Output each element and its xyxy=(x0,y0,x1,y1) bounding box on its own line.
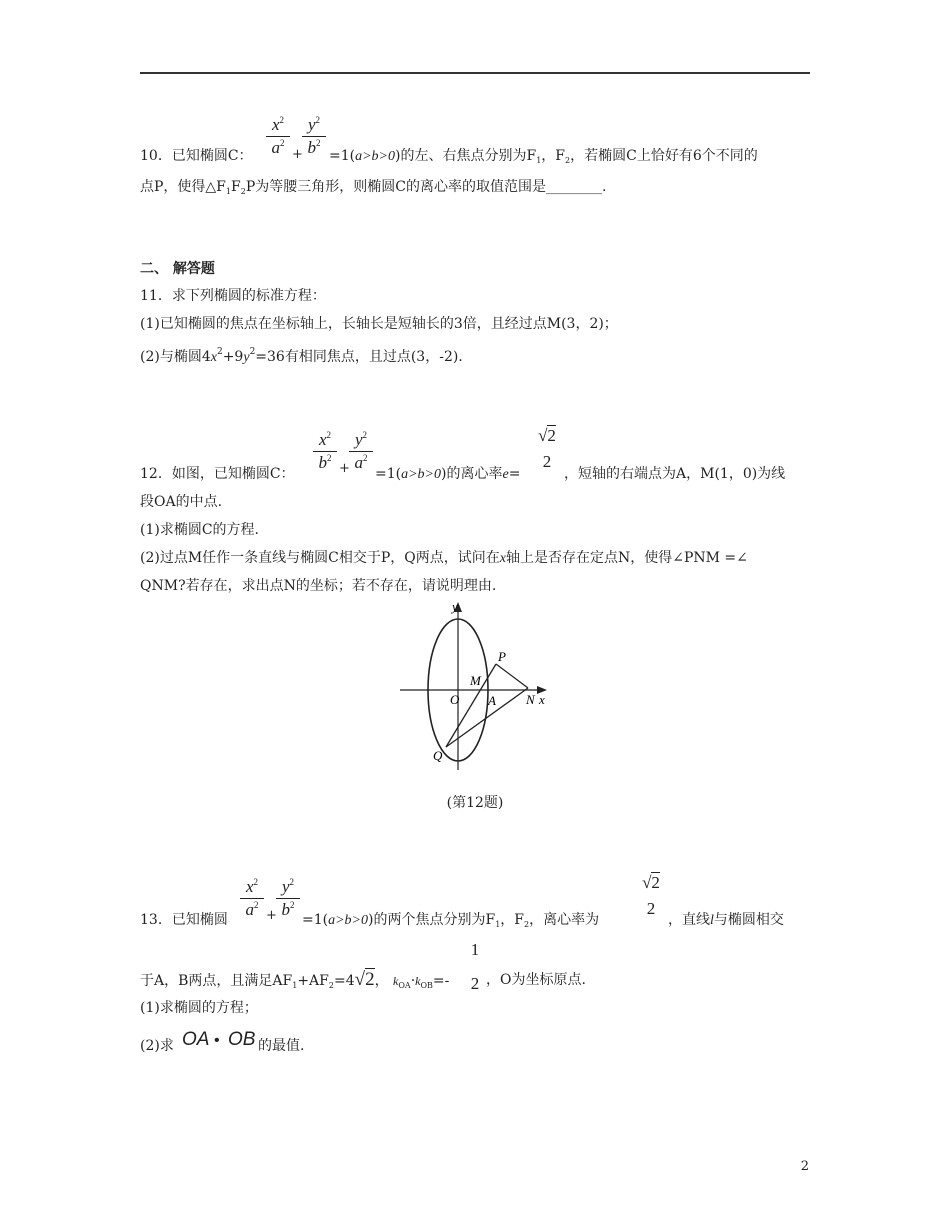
q11-line-3: (2)与椭圆$4x^2+9y^2=36$有相同焦点，且过点(3，-2). xyxy=(140,347,463,365)
label-O: O xyxy=(450,692,460,707)
top-rule xyxy=(140,72,810,74)
q12-line-1: 12．如图，已知椭圆C： xyxy=(140,466,295,482)
label-N: N xyxy=(526,692,535,707)
label-M: M xyxy=(470,673,481,688)
fraction-sqrt2-over-2: √2 2 xyxy=(642,873,660,918)
page-number: 2 xyxy=(800,1159,809,1174)
q13-line-4: (2)求 xyxy=(140,1038,174,1054)
q12-line-4: (2)过点M任作一条直线与椭圆C相交于P，Q两点，试问在x轴上是否存在定点N，使得∠PNM =∠ xyxy=(140,550,748,566)
dot-product-sign: • xyxy=(214,1032,220,1049)
q10-line-1-cont: =1(a>b>0)的左、右焦点分别为$F_1$，$F_2$，若椭圆C上恰好有6个不同的 xyxy=(329,148,758,165)
label-P: P xyxy=(498,649,506,664)
ellipse-figure xyxy=(390,598,560,778)
q12-line-2: 段OA的中点. xyxy=(140,494,223,510)
q12-line-3: (1)求椭圆C的方程. xyxy=(140,522,259,538)
fraction-y2-b2: $y^2$ $b^2$ xyxy=(276,877,300,920)
q13-line-1: 13．已知椭圆 xyxy=(140,912,228,928)
q11-line-2: (1)已知椭圆的焦点在坐标轴上，长轴长是短轴长的3倍，且经过点M(3，2)； xyxy=(140,316,618,332)
q13-line-1-post: ，直线l与椭圆相交 xyxy=(668,912,784,928)
q12-line-1-mid: =1(a>b>0)的离心率e= xyxy=(375,466,521,482)
q10-line-2: 点P，使得$\triangle F_1F_2P$为等腰三角形，则椭圆C的离心率的取值范围是________. xyxy=(140,179,607,196)
label-x: x xyxy=(539,692,545,707)
fraction-x2-a2: $x^2$ $a^2$ xyxy=(266,115,290,158)
q10-line-1: 10．已知椭圆C： xyxy=(140,148,253,164)
q13-line-4-post: 的最值. xyxy=(258,1038,305,1054)
fraction-one-half: 1 2 xyxy=(470,940,480,993)
fraction-y2-b2: $y^2$ $b^2$ xyxy=(302,115,326,158)
vector-OA: OA xyxy=(182,1029,210,1050)
fraction-x2-a2: $x^2$ $a^2$ xyxy=(240,877,264,920)
plus-sign: + xyxy=(266,908,277,923)
section-heading: 二、 解答题 xyxy=(140,261,215,277)
q13-line-2: 于A，B两点，且满足$AF_1+AF_2=4√2$， $k_{OA}\cdot k_{OB}=-$ xyxy=(140,969,450,990)
fraction-y2-a2: $y^2$ $a^2$ xyxy=(349,430,373,473)
label-y: y xyxy=(452,599,458,614)
label-Q: Q xyxy=(433,748,443,763)
vector-OB: OB xyxy=(228,1029,256,1050)
label-A: A xyxy=(488,693,496,708)
segment-PN xyxy=(496,664,528,688)
fraction-x2-b2: $x^2$ $b^2$ xyxy=(313,430,337,473)
q13-line-2-post: ，O为坐标原点. xyxy=(486,972,586,988)
q13-line-1-mid: =1(a>b>0)的两个焦点分别为$F_1$，$F_2$，离心率为 xyxy=(302,912,600,929)
plus-sign: + xyxy=(292,147,303,162)
fraction-sqrt2-over-2: √2 2 xyxy=(538,426,556,471)
q12-line-1-post: ，短轴的右端点为A，M(1，0)为线 xyxy=(564,466,786,482)
q11-line-1: 11．求下列椭圆的标准方程： xyxy=(140,288,326,304)
q12-line-5: QNM?若存在，求出点N的坐标；若不存在，请说明理由. xyxy=(140,578,497,594)
figure-caption: (第12题) xyxy=(446,795,504,811)
q13-line-3: (1)求椭圆的方程； xyxy=(140,1000,258,1016)
plus-sign: + xyxy=(339,461,350,476)
